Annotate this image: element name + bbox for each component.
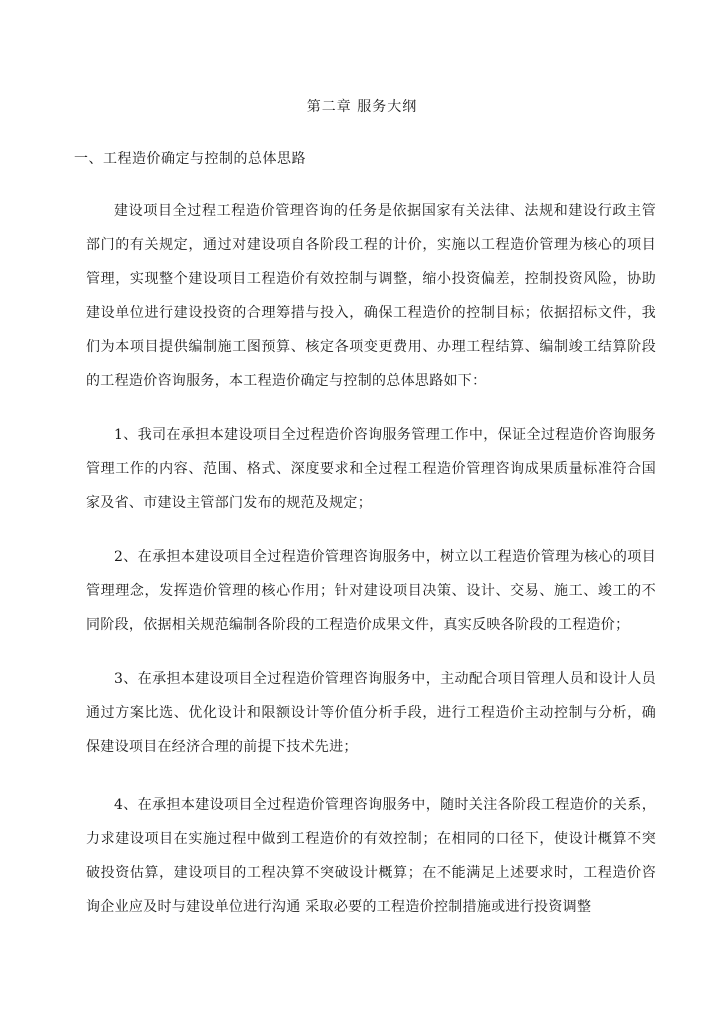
principle-paragraph-1: 1、我司在承担本建设项目全过程造价咨询服务管理工作中，保证全过程造价咨询服务管理工作的内容、范围、格式、深度要求和全过程工程造价管理咨询成果质量标准符合国家及省、市建设主管部门发布的规范及规定；	[86, 427, 656, 511]
principle-paragraph-2: 2、在承担本建设项目全过程造价管理咨询服务中，树立以工程造价管理为核心的项目管理理念，发挥造价管理的核心作用；针对建设项目决策、设计、交易、施工、竣工的不同阶段，依据相关规范编制各阶段的工程造价成果文件，真实反映各阶段的工程造价；	[86, 549, 656, 633]
principle-paragraph-4: 4、在承担本建设项目全过程造价管理咨询服务中，随时关注各阶段工程造价的关系，力求建设项目在实施过程中做到工程造价的有效控制；在相同的口径下，使设计概算不突破投资估算，建设项目的工程决算不突破设计概算；在不能满足上述要求时，工程造价咨询企业应及时与建设单位进行沟通 采取必要的工程造价控制措施或进行投资调整	[86, 797, 656, 915]
section-heading: 一、工程造价确定与控制的总体思路	[74, 151, 306, 167]
chapter-title: 第二章 服务大纲	[306, 99, 418, 115]
intro-paragraph: 建设项目全过程工程造价管理咨询的任务是依据国家有关法律、法规和建设行政主管部门的有关规定，通过对建设项自各阶段工程的计价，实施以工程造价管理为核心的项目管理，实现整个建设项目工程造价有效控制与调整，缩小投资偏差，控制投资风险，协助建设单位进行建设投资的合理筹措与投入，确保工程造价的控制目标；依据招标文件，我们为本项目提供编制施工图预算、核定各项变更费用、办理工程结算、编制竣工结算阶段的工程造价咨询服务，本工程造价确定与控制的总体思路如下：	[86, 203, 656, 389]
principle-paragraph-3: 3、在承担本建设项目全过程造价管理咨询服务中，主动配合项目管理人员和设计人员通过方案比选、优化设计和限额设计等价值分析手段，进行工程造价主动控制与分析，确保建设项目在经济合理的前提下技术先进；	[86, 671, 656, 755]
